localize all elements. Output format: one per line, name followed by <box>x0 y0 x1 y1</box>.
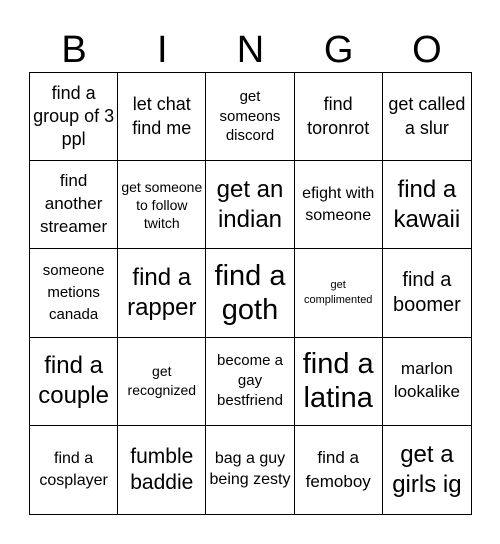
bingo-cell[interactable]: find a cosplayer <box>30 426 118 514</box>
bingo-cell[interactable]: find a femoboy <box>295 426 383 514</box>
bingo-cell[interactable]: get an indian <box>206 161 294 249</box>
bingo-cell[interactable]: get a girls ig <box>392 440 462 498</box>
bingo-cell[interactable]: marlon lookalike <box>383 338 471 426</box>
bingo-cell[interactable]: find a boomer <box>383 249 471 337</box>
bingo-cell[interactable]: get someons discord <box>206 73 294 161</box>
bingo-cell[interactable]: someone metions canada <box>30 249 118 337</box>
bingo-cell[interactable]: find a kawaii <box>383 161 471 249</box>
bingo-board <box>29 72 472 515</box>
bingo-cell[interactable]: find toronrot <box>295 73 383 161</box>
bingo-cell[interactable]: find a latina <box>295 338 383 426</box>
bingo-cell[interactable]: bag a guy being zesty <box>206 426 294 514</box>
bingo-cell[interactable]: get complimented <box>295 249 383 337</box>
bingo-cell[interactable]: let chat find me <box>118 73 206 161</box>
header-letter-o: O <box>412 29 442 71</box>
header-letter-g: G <box>323 29 354 71</box>
header-letter-b: B <box>61 29 87 71</box>
bingo-cell[interactable]: get someone to follow twitch <box>118 161 206 249</box>
bingo-cell[interactable]: get called a slur <box>383 73 471 161</box>
bingo-cell[interactable]: efight with someone <box>295 161 383 249</box>
bingo-cell[interactable]: find another streamer <box>30 161 118 249</box>
header-letter-n: N <box>236 29 265 71</box>
bingo-cell[interactable]: get recognized <box>118 338 206 426</box>
bingo-cell[interactable]: fumble baddie <box>118 426 206 514</box>
bingo-cell[interactable]: find a goth <box>206 249 294 337</box>
bingo-cell[interactable]: become a gay bestfriend <box>206 338 294 426</box>
bingo-header <box>30 28 471 72</box>
header-letter-i: I <box>157 29 168 71</box>
bingo-cell[interactable]: find a couple <box>30 338 118 426</box>
bingo-cell[interactable]: find a rapper <box>118 249 206 337</box>
bingo-cell[interactable]: find a group of 3 ppl <box>30 73 118 161</box>
